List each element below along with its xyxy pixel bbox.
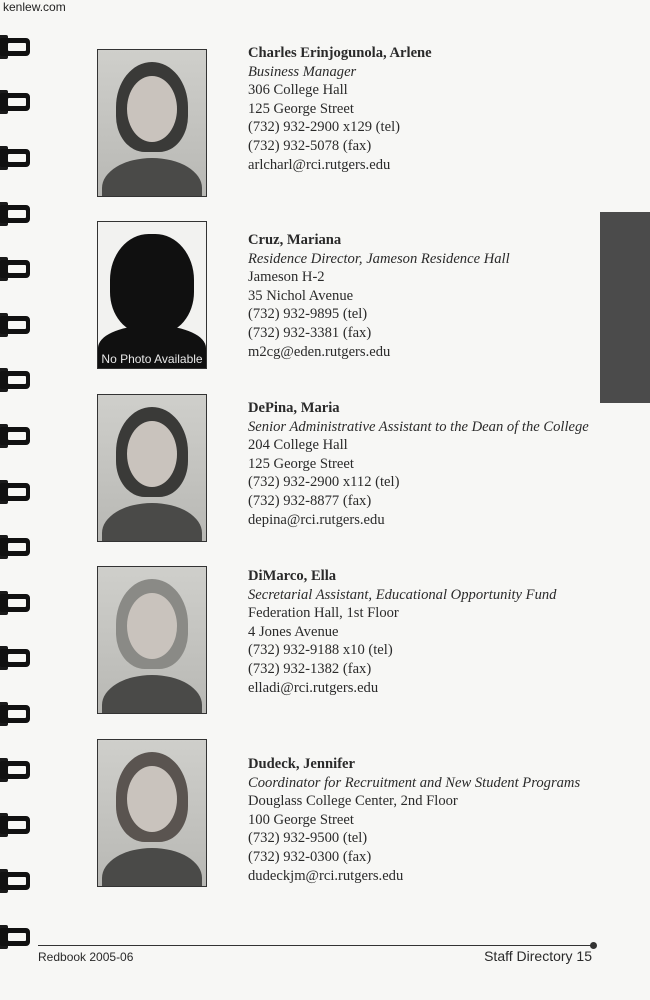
binding-ring bbox=[0, 35, 30, 59]
binding-ring bbox=[0, 202, 30, 226]
staff-info bbox=[248, 231, 598, 361]
staff-photo bbox=[97, 566, 207, 714]
binding-ring bbox=[0, 90, 30, 114]
staff-title: Residence Director, Jameson Residence Hall bbox=[248, 250, 510, 267]
binding-ring bbox=[0, 925, 30, 949]
staff-info bbox=[248, 755, 598, 885]
staff-phone: (732) 932-2900 x129 (tel) bbox=[248, 119, 400, 136]
staff-fax: (732) 932-3381 (fax) bbox=[248, 324, 372, 341]
staff-phone: (732) 932-9895 (tel) bbox=[248, 306, 368, 323]
binding-ring bbox=[0, 702, 30, 726]
staff-email: dudeckjm@rci.rutgers.edu bbox=[248, 867, 404, 884]
staff-address-line-2: 4 Jones Avenue bbox=[248, 623, 339, 640]
binding-ring bbox=[0, 591, 30, 615]
staff-name: Charles Erinjogunola, Arlene bbox=[248, 45, 432, 61]
staff-fax: (732) 932-8877 (fax) bbox=[248, 492, 372, 509]
staff-info bbox=[248, 399, 598, 529]
binding-ring bbox=[0, 646, 30, 670]
no-photo-label: No Photo Available bbox=[101, 352, 203, 366]
staff-title: Business Manager bbox=[248, 63, 357, 80]
staff-fax: (732) 932-1382 (fax) bbox=[248, 660, 372, 677]
staff-email: arlcharl@rci.rutgers.edu bbox=[248, 156, 391, 173]
staff-title: Coordinator for Recruitment and New Student Programs bbox=[248, 774, 581, 791]
staff-address-line-1: 204 College Hall bbox=[248, 437, 348, 454]
spiral-binding bbox=[0, 30, 36, 960]
staff-photo-placeholder bbox=[97, 221, 207, 369]
staff-name: DiMarco, Ella bbox=[248, 568, 337, 584]
binding-ring bbox=[0, 424, 30, 448]
staff-address-line-1: Federation Hall, 1st Floor bbox=[248, 605, 399, 622]
staff-photo bbox=[97, 394, 207, 542]
staff-photo bbox=[97, 49, 207, 197]
staff-address-line-2: 125 George Street bbox=[248, 455, 354, 472]
staff-fax: (732) 932-5078 (fax) bbox=[248, 137, 372, 154]
staff-address-line-2: 100 George Street bbox=[248, 811, 354, 828]
binding-ring bbox=[0, 313, 30, 337]
watermark: kenlew.com bbox=[3, 0, 66, 14]
staff-title: Senior Administrative Assistant to the Dean of the College bbox=[248, 418, 589, 435]
staff-name: Cruz, Mariana bbox=[248, 232, 342, 248]
staff-info bbox=[248, 567, 598, 697]
section-tab bbox=[600, 212, 650, 403]
staff-address-line-2: 125 George Street bbox=[248, 100, 354, 117]
staff-phone: (732) 932-9500 (tel) bbox=[248, 830, 368, 847]
binding-ring bbox=[0, 535, 30, 559]
staff-photo bbox=[97, 739, 207, 887]
staff-email: depina@rci.rutgers.edu bbox=[248, 511, 385, 528]
footer-rule bbox=[38, 945, 592, 946]
binding-ring bbox=[0, 813, 30, 837]
staff-name: Dudeck, Jennifer bbox=[248, 756, 356, 772]
staff-phone: (732) 932-9188 x10 (tel) bbox=[248, 642, 393, 659]
binding-ring bbox=[0, 368, 30, 392]
staff-address-line-1: Jameson H-2 bbox=[248, 269, 325, 286]
binding-ring bbox=[0, 480, 30, 504]
staff-title: Secretarial Assistant, Educational Opportunity Fund bbox=[248, 586, 557, 603]
binding-ring bbox=[0, 758, 30, 782]
staff-address-line-1: 306 College Hall bbox=[248, 82, 348, 99]
staff-name: DePina, Maria bbox=[248, 400, 340, 416]
binding-ring bbox=[0, 146, 30, 170]
staff-address-line-1: Douglass College Center, 2nd Floor bbox=[248, 793, 458, 810]
staff-email: m2cg@eden.rutgers.edu bbox=[248, 343, 391, 360]
staff-info bbox=[248, 44, 598, 174]
footer-page-label: Staff Directory 15 bbox=[484, 948, 592, 964]
staff-phone: (732) 932-2900 x112 (tel) bbox=[248, 474, 400, 491]
staff-address-line-2: 35 Nichol Avenue bbox=[248, 287, 354, 304]
binding-ring bbox=[0, 869, 30, 893]
staff-email: elladi@rci.rutgers.edu bbox=[248, 679, 379, 696]
staff-fax: (732) 932-0300 (fax) bbox=[248, 848, 372, 865]
footer-publication: Redbook 2005-06 bbox=[38, 950, 134, 964]
binding-ring bbox=[0, 257, 30, 281]
